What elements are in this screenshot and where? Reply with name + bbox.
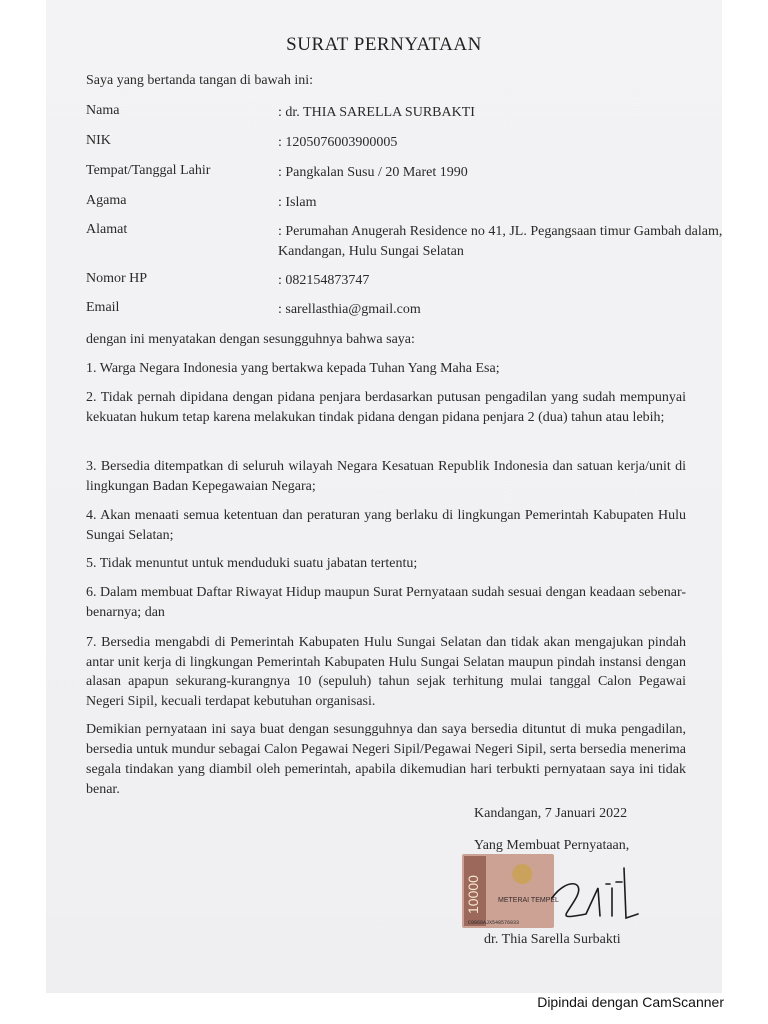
statement-item: 1. Warga Negara Indonesia yang bertakwa kepada Tuhan Yang Maha Esa;: [86, 361, 500, 376]
statement-item: 7. Bersedia mengabdi di Pemerintah Kabupaten Hulu Sungai Selatan dan tidak akan mengajukan pindah antar unit kerja di lingkungan Pemerintah Kabupaten Hulu Sungai Selatan maupun pindah instansi dengan alasan apapun sekurang-kurangnya 10 (sepuluh) tahun sejak terhitung mulai tanggal Calon Pegawai Negeri Sipil, kecuali terdapat kebutuhan organisasi.: [86, 635, 686, 709]
field-label: Alamat: [86, 222, 128, 237]
field-label: Nomor HP: [86, 271, 148, 286]
field-value: : 1205076003900005: [278, 133, 738, 153]
document-title: SURAT PERNYATAAN: [286, 34, 482, 55]
field-value: : 082154873747: [278, 271, 738, 291]
intro-text: Saya yang bertanda tangan di bawah ini:: [86, 73, 314, 88]
statement-item: 6. Dalam membuat Daftar Riwayat Hidup maupun Surat Pernyataan sudah sesuai dengan keadaan sebenar-benarnya; dan: [86, 585, 686, 620]
document-page: [46, 0, 722, 993]
field-value: : Islam: [278, 193, 738, 213]
handwritten-signature: [546, 858, 646, 928]
stamp-label: METERAI TEMPEL: [498, 897, 559, 904]
camscanner-watermark: Dipindai dengan CamScanner: [537, 994, 724, 1010]
field-label: NIK: [86, 133, 111, 148]
statement-item: 3. Bersedia ditempatkan di seluruh wilayah Negara Kesatuan Republik Indonesia dan satuan kerja/unit di lingkungan Badan Kepegawaian Negara;: [86, 459, 686, 494]
field-label: Email: [86, 300, 120, 315]
place-date: Kandangan, 7 Januari 2022: [474, 806, 628, 821]
stamp-serial: C0868AJX548576033: [468, 920, 520, 926]
field-label: Tempat/Tanggal Lahir: [86, 163, 211, 178]
field-value: : sarellasthia@gmail.com: [278, 300, 738, 320]
field-label: Nama: [86, 103, 120, 118]
statement-intro: dengan ini menyatakan dengan sesungguhnya bahwa saya:: [86, 332, 415, 347]
statement-item: 5. Tidak menuntut untuk menduduki suatu jabatan tertentu;: [86, 556, 418, 571]
field-value: : Perumahan Anugerah Residence no 41, JL. Pegangsaan timur Gambah dalam, Kandangan, Hulu Sungai Selatan: [278, 222, 738, 262]
field-value: : dr. THIA SARELLA SURBAKTI: [278, 103, 738, 123]
statement-item: 4. Akan menaati semua ketentuan dan peraturan yang berlaku di lingkungan Pemerintah Kabupaten Hulu Sungai Selatan;: [86, 508, 686, 543]
signer-role: Yang Membuat Pernyataan,: [474, 838, 630, 853]
field-value: : Pangkalan Susu / 20 Maret 1990: [278, 163, 738, 183]
statement-item: 2. Tidak pernah dipidana dengan pidana penjara berdasarkan putusan pengadilan yang sudah mempunyai kekuatan hukum tetap karena melakukan tindak pidana dengan pidana penjara 2 (dua) tahun atau lebih;: [86, 390, 686, 425]
signer-name: dr. Thia Sarella Surbakti: [484, 932, 621, 947]
garuda-emblem-icon: [512, 864, 532, 884]
signature-stroke: [552, 868, 638, 918]
stamp-denomination: 10000: [465, 875, 481, 914]
field-label: Agama: [86, 193, 127, 208]
closing-paragraph: Demikian pernyataan ini saya buat dengan sesungguhnya dan saya bersedia dituntut di muka pengadilan, bersedia untuk mundur sebagai Calon Pegawai Negeri Sipil/Pegawai Negeri Sipil, serta bersedia menerima segala tindakan yang diambil oleh pemerintah, apabila dikemudian hari terbukti pernyataan saya ini tidak benar.: [86, 722, 686, 797]
